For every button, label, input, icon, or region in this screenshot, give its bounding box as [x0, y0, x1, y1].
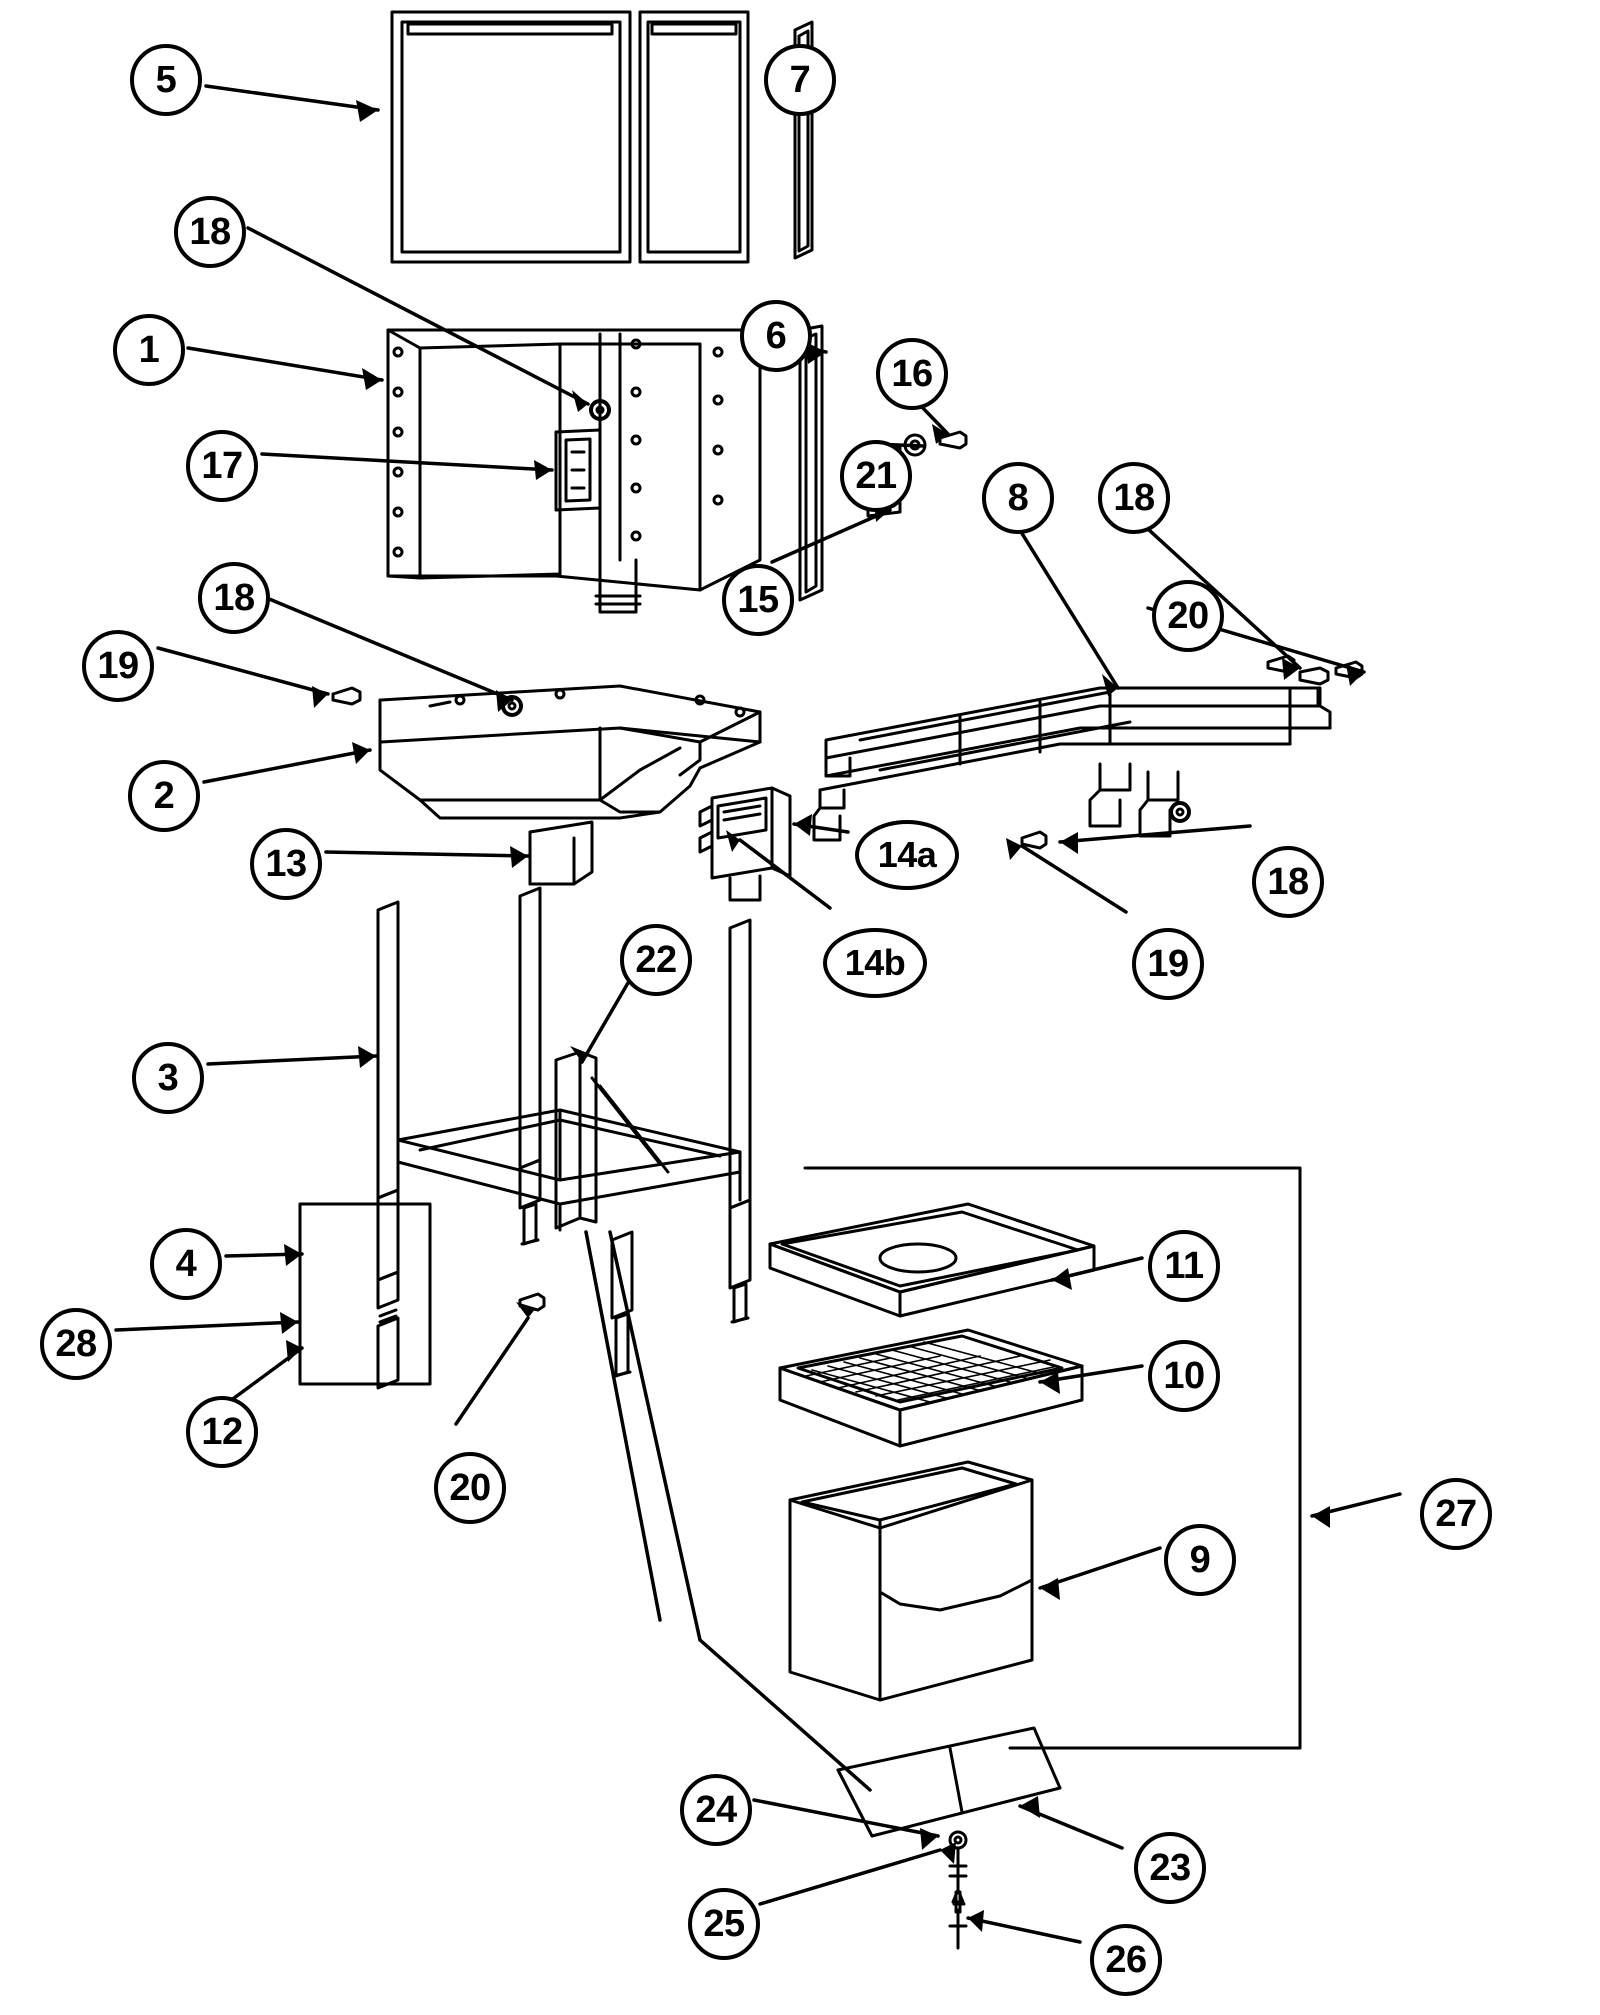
callout-20b[interactable]: 20	[434, 1452, 506, 1524]
callout-5[interactable]: 5	[130, 44, 202, 116]
callout-7[interactable]: 7	[764, 44, 836, 116]
callout-23[interactable]: 23	[1134, 1832, 1206, 1904]
callout-18d[interactable]: 18	[1252, 846, 1324, 918]
part-8-fasteners	[1022, 656, 1362, 848]
part-9-basin	[790, 1462, 1032, 1700]
callout-8[interactable]: 8	[982, 462, 1054, 534]
callout-17[interactable]: 17	[186, 430, 258, 502]
part-11-lid	[770, 1204, 1094, 1316]
callout-24[interactable]: 24	[680, 1774, 752, 1846]
callout-28[interactable]: 28	[40, 1308, 112, 1380]
callout-16[interactable]: 16	[876, 338, 948, 410]
callout-19b[interactable]: 19	[1132, 928, 1204, 1000]
callout-18c[interactable]: 18	[198, 562, 270, 634]
callout-10[interactable]: 10	[1148, 1340, 1220, 1412]
callout-22[interactable]: 22	[620, 924, 692, 996]
part-5-lid-panels	[392, 12, 748, 262]
part-1-cabinet-body	[388, 330, 760, 612]
callout-19a[interactable]: 19	[82, 630, 154, 702]
callout-26[interactable]: 26	[1090, 1924, 1162, 1996]
callout-21[interactable]: 21	[840, 440, 912, 512]
callout-14a[interactable]: 14a	[855, 820, 959, 890]
callout-3[interactable]: 3	[132, 1042, 204, 1114]
part-13-deflector	[530, 822, 592, 884]
callout-2[interactable]: 2	[128, 760, 200, 832]
part-10-grid-insert	[780, 1330, 1082, 1446]
callout-18b[interactable]: 18	[1098, 462, 1170, 534]
callout-20a[interactable]: 20	[1152, 580, 1224, 652]
part-8-frame	[814, 688, 1330, 840]
callout-13[interactable]: 13	[250, 828, 322, 900]
callout-1[interactable]: 1	[113, 314, 185, 386]
callout-4[interactable]: 4	[150, 1228, 222, 1300]
callout-11[interactable]: 11	[1148, 1230, 1220, 1302]
part-23-bottom-plate	[838, 1728, 1060, 1948]
part-2-top-panel	[333, 686, 760, 818]
callout-15[interactable]: 15	[722, 564, 794, 636]
callout-14b[interactable]: 14b	[823, 928, 927, 998]
callout-27[interactable]: 27	[1420, 1478, 1492, 1550]
callout-6[interactable]: 6	[740, 300, 812, 372]
callout-25[interactable]: 25	[688, 1888, 760, 1960]
callout-12[interactable]: 12	[186, 1396, 258, 1468]
callout-9[interactable]: 9	[1164, 1524, 1236, 1596]
part-3-leg-frame	[378, 888, 750, 1230]
callout-18a[interactable]: 18	[174, 196, 246, 268]
part-6-trim-strip	[800, 326, 822, 600]
